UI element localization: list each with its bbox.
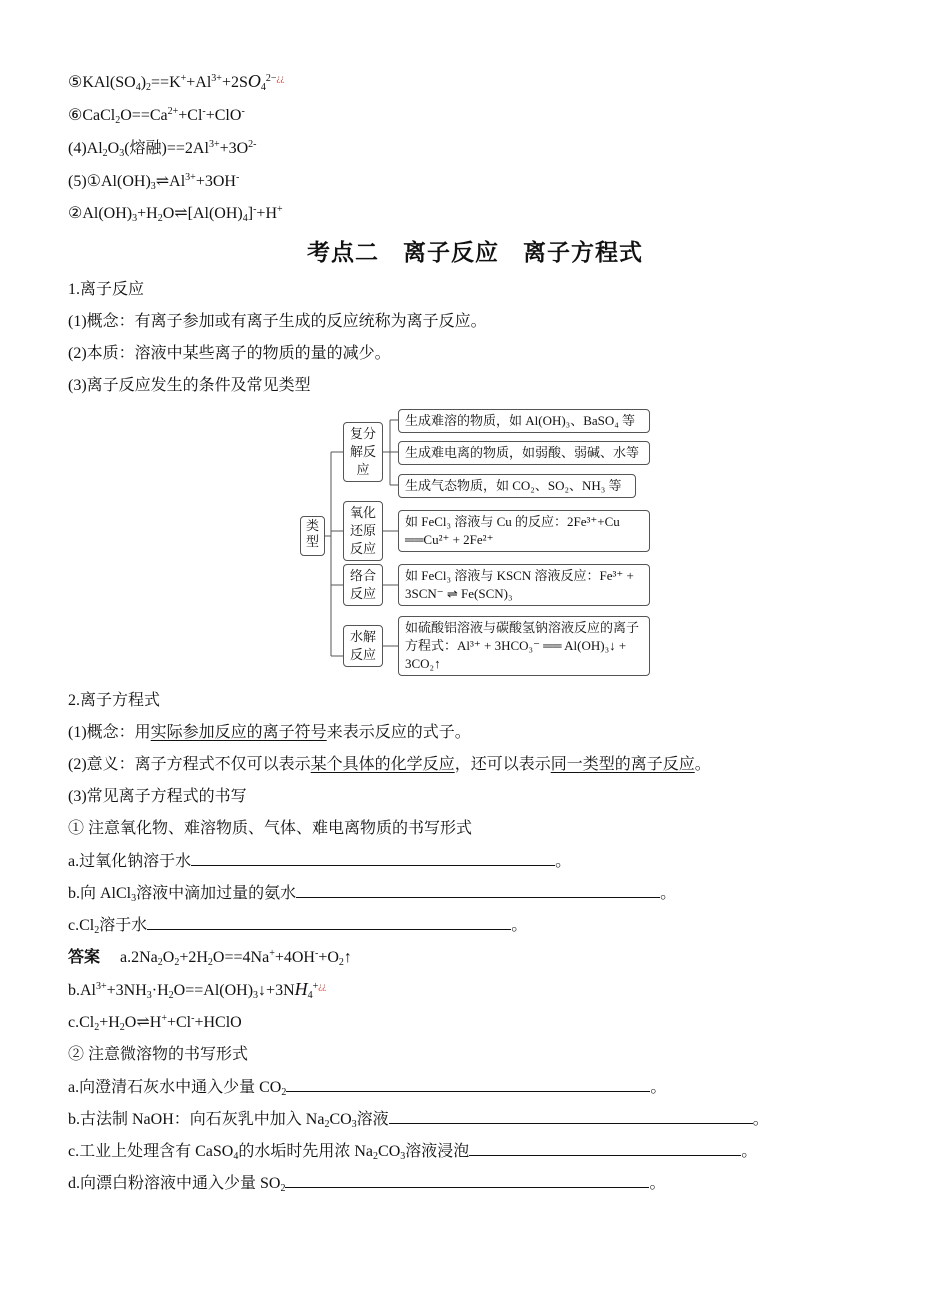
question-2b: b.古法制 NaOH：向石灰乳中加入 $Na_2CO_3$溶液 。 (68, 1108, 769, 1131)
answer-blank-c[interactable] (147, 914, 511, 930)
answer-blank-2c[interactable] (469, 1140, 741, 1156)
item-complex-example: 如 FeCl₃ 溶液与 KSCN 溶液反应：Fe³⁺ + 3SCN⁻ ⇌ Fe(SCN)₃ (398, 564, 650, 606)
sec1-title: 1.离子反应 (68, 281, 145, 298)
answer-blank-a[interactable] (191, 850, 555, 866)
equation-line-5-2: $②Al(OH)_3+H_2O\rightleftharpoons[Al(OH)_4]^-+H^+$ (68, 204, 283, 224)
section-heading: 考点二 离子反应 离子方程式 (307, 240, 643, 266)
sec1-conditions: (3)离子反应发生的条件及常见类型 (68, 377, 311, 394)
sec2-writing: (3)常见离子方程式的书写 (68, 788, 247, 805)
answer-blank-2d[interactable] (285, 1172, 649, 1188)
question-c: $c.Cl_2$溶于水 。 (68, 914, 527, 937)
sec2-title: 2.离子方程式 (68, 692, 161, 709)
sec2-meaning: (2)意义：离子方程式不仅可以表示某个具体的化学反应，还可以表示同一类型的离子反应。 (68, 756, 711, 773)
answer-b: $b.Al^{3+}+3NH_3\cdot H_2O==Al(OH)_3↓+3NH_4^{+¿¿}$ (68, 979, 327, 1001)
category-double-decomposition: 复分 解反 应 (343, 422, 383, 482)
answer-blank-b[interactable] (296, 882, 660, 898)
category-hydrolysis: 水解 反应 (343, 625, 383, 667)
equation-line-5-1: $(5)①Al(OH)_3\rightleftharpoons Al^{3+}+3OH^-$ (68, 172, 240, 192)
equation-line-4: $(4)Al_2O_3$(熔融)$==2Al^{3+}+3O^{2-}$ (68, 139, 257, 159)
answer-c: $c.Cl_2+H_2O\rightleftharpoons H^++Cl^-+HClO$ (68, 1013, 242, 1033)
note-2: ② 注意微溶物的书写形式 (68, 1046, 249, 1063)
diagram-root: 类 型 (300, 516, 325, 556)
question-2a: a.向澄清石灰水中通入少量 $CO_2$ 。 (68, 1076, 666, 1099)
question-2d: d.向漂白粉溶液中通入少量 $SO_2$ 。 (68, 1172, 665, 1195)
sec1-essence: (2)本质：溶液中某些离子的物质的量的减少。 (68, 345, 391, 362)
item-insoluble: 生成难溶的物质，如 Al(OH)₃、BaSO₄ 等 (398, 409, 650, 433)
category-complexation: 络合 反应 (343, 564, 383, 606)
answer-a: 答案 $a.2Na_2O_2+2H_2O==4Na^++4OH^-+O_2↑$ (68, 947, 352, 968)
note-1: ① 注意氧化物、难溶物质、气体、难电离物质的书写形式 (68, 820, 473, 837)
item-redox-example: 如 FeCl₃ 溶液与 Cu 的反应：2Fe³⁺+Cu ══Cu²⁺ + 2Fe²⁺ (398, 510, 650, 552)
equation-line-6: $⑥CaCl_2O==Ca^{2+}+Cl^-+ClO^-$ (68, 106, 245, 126)
equation-line-5: $⑤KAl(SO_4)_2==K^++Al^{3+}+2SO_4^{2-¿¿}$ (68, 71, 285, 93)
category-redox: 氧化 还原 反应 (343, 501, 383, 561)
item-weak-electrolyte: 生成难电离的物质，如弱酸、弱碱、水等 (398, 441, 650, 465)
question-b: b.向 AlCl$_3$溶液中滴加过量的氨水 。 (68, 882, 676, 905)
answer-label: 答案 (68, 947, 101, 966)
item-gas: 生成气态物质，如 CO₂、SO₂、NH₃ 等 (398, 474, 636, 498)
sec2-concept: (1)概念：用实际参加反应的离子符号来表示反应的式子。 (68, 724, 471, 741)
question-2c: c.工业上处理含有 CaSO$_4$的水垢时先用浓 $Na_2CO_3$溶液浸泡 。 (68, 1140, 757, 1163)
sec1-concept: (1)概念：有离子参加或有离子生成的反应统称为离子反应。 (68, 313, 487, 330)
question-a: a.过氧化钠溶于水 。 (68, 850, 571, 873)
answer-blank-2a[interactable] (286, 1076, 650, 1092)
answer-blank-2b[interactable] (389, 1108, 753, 1124)
item-hydrolysis-example: 如硫酸铝溶液与碳酸氢钠溶液反应的离子方程式：Al³⁺ + 3HCO₃⁻ ══ Al(OH)₃↓ + 3CO₂↑ (398, 616, 650, 676)
